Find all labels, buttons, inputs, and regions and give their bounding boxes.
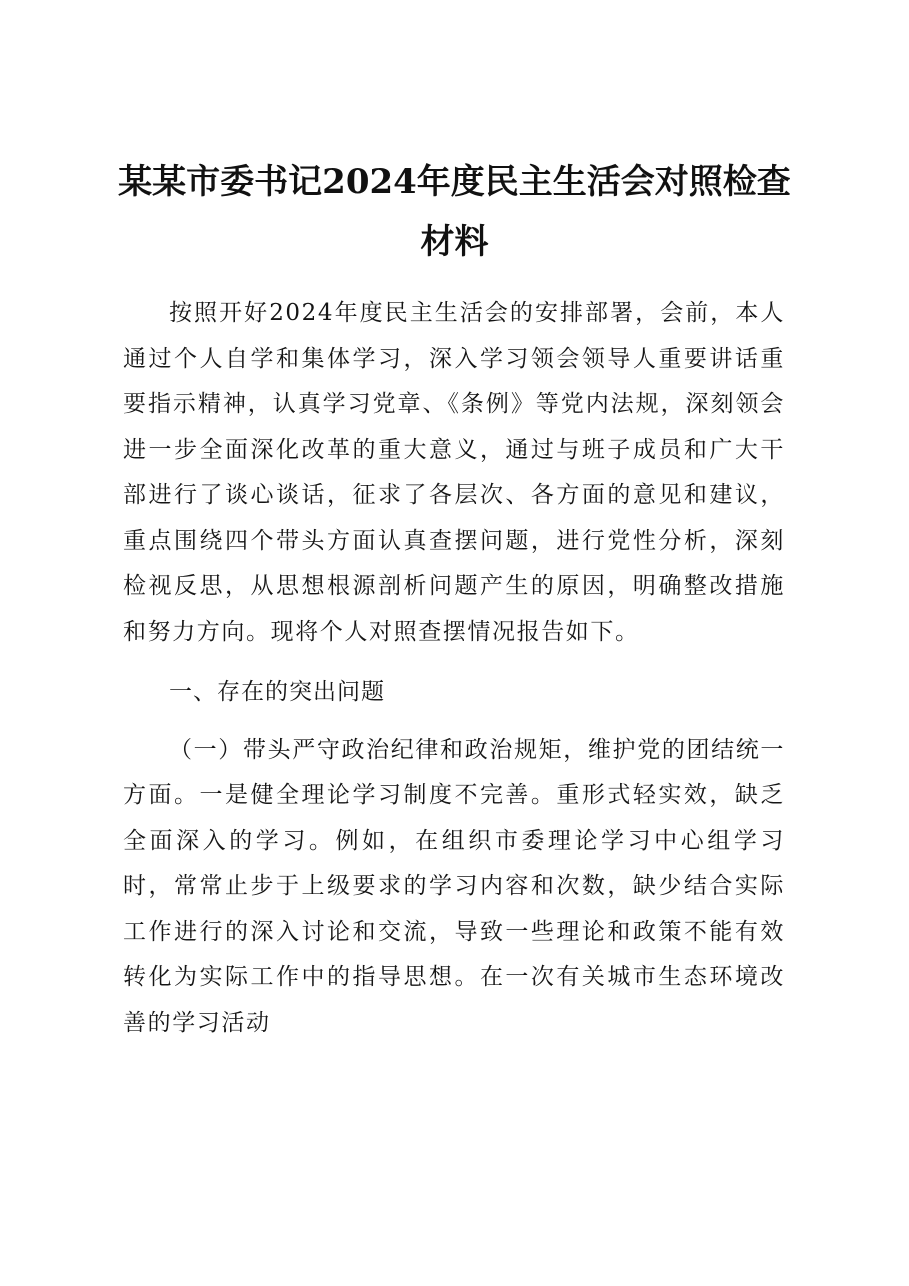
subsection-paragraph: （一）带头严守政治纪律和政治规矩，维护党的团结统一方面。一是健全理论学习制度不完善。重形式轻实效，缺乏全面深入的学习。例如，在组织市委理论学习中心组学习时，常常止步于上级要求的学习内容和次数，缺少结合实际工作进行的深入讨论和交流，导致一些理论和政策不能有效转化为实际工作中的指导思想。在一次有关城市生态环境改善的学习活动 <box>123 736 785 1036</box>
document-body <box>123 291 785 1046</box>
intro-paragraph: 按照开好2024年度民主生活会的安排部署，会前，本人通过个人自学和集体学习，深入学习领会领导人重要讲话重要指示精神，认真学习党章、《条例》等党内法规，深刻领会进一步全面深化改革的重大意义，通过与班子成员和广大干部进行了谈心谈话，征求了各层次、各方面的意见和建议，重点围绕四个带头方面认真查摆问题，进行党性分析，深刻检视反思，从思想根源剖析问题产生的原因，明确整改措施和努力方向。现将个人对照查摆情况报告如下。 <box>123 300 785 645</box>
section-heading: 一、存在的突出问题 <box>169 679 385 705</box>
document-title: 某某市委书记2024年度民主生活会对照检查材料 <box>118 162 791 262</box>
